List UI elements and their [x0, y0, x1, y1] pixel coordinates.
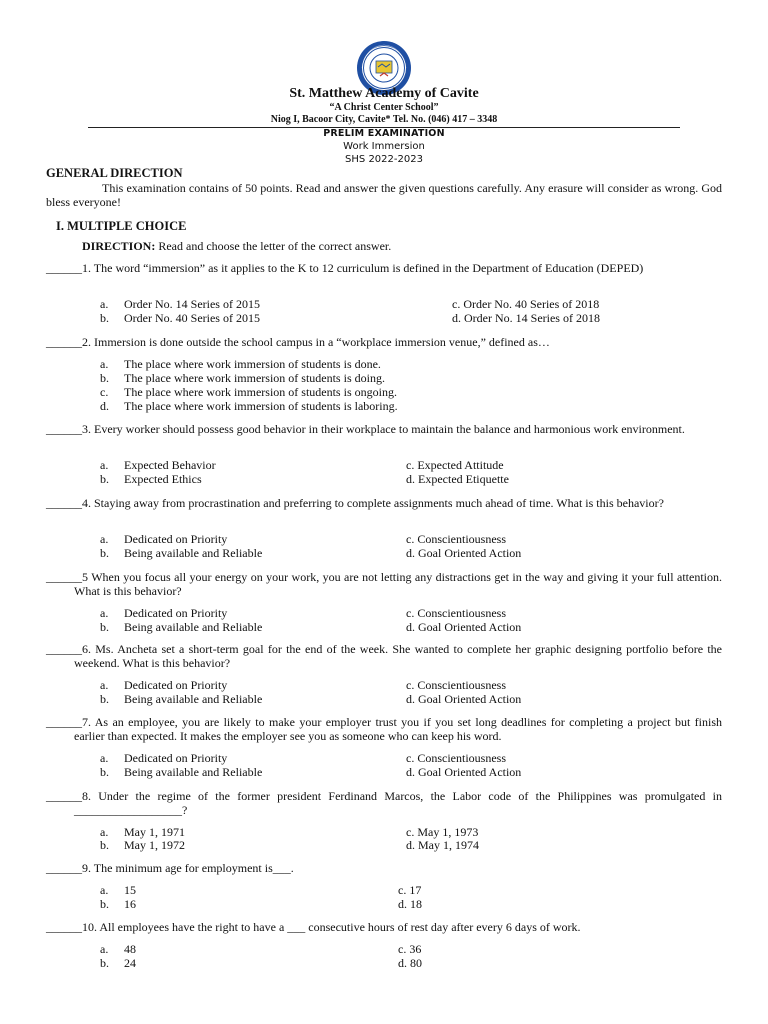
question-7-option-b — [100, 765, 262, 779]
option-text: The place where work immersion of students is doing. — [124, 371, 385, 385]
question-8-option-a — [100, 825, 185, 839]
general-direction-text: This examination contains of 50 points. Read and answer the given questions carefully. Any erasure will consider as wrong. God bless everyone! — [46, 181, 722, 209]
direction-text: Read and choose the letter of the correct answer. — [155, 239, 392, 253]
question-6-option-b — [100, 692, 262, 706]
question-3-option-a — [100, 458, 216, 472]
question-2-option-b — [100, 371, 385, 385]
question-2: ______2. Immersion is done outside the school campus in a “workplace immersion venue,” defined as… — [46, 335, 550, 349]
question-4: ______4. Staying away from procrastination and preferring to complete assignments much ahead of time. What is this behavior? — [46, 496, 664, 510]
option-letter: a. — [100, 751, 109, 765]
option-text: The place where work immersion of students is ongoing. — [124, 385, 397, 399]
question-8: ______8. Under the regime of the former president Ferdinand Marcos, the Labor code of the Philippines was promulgated in __________________? — [46, 789, 722, 817]
option-text: May 1, 1971 — [124, 825, 185, 839]
option-letter: d. — [100, 399, 109, 413]
school-name: St. Matthew Academy of Cavite — [289, 86, 479, 101]
question-10-option-b — [100, 956, 136, 970]
option-letter: a. — [100, 678, 109, 692]
direction-label: DIRECTION: — [82, 239, 156, 253]
question-5-option-c: c. Conscientiousness — [406, 606, 506, 620]
option-letter: a. — [100, 606, 109, 620]
question-6: ______6. Ms. Ancheta set a short-term goal for the end of the week. She wanted to complete her graphic designing portfolio before the weekend. What is this behavior? — [46, 642, 722, 670]
option-text: Dedicated on Priority — [124, 532, 228, 546]
option-text: Order No. 40 Series of 2015 — [124, 311, 260, 325]
option-letter: a. — [100, 942, 109, 956]
option-letter: b. — [100, 765, 109, 779]
question-2-option-c — [100, 385, 397, 399]
question-4-option-d: d. Goal Oriented Action — [406, 546, 522, 560]
question-1-option-a — [100, 297, 260, 311]
option-letter: b. — [100, 956, 109, 970]
question-7-option-a — [100, 751, 227, 765]
question-3-option-b — [100, 472, 202, 486]
question-4-option-a — [100, 532, 227, 546]
option-letter: b. — [100, 311, 109, 325]
question-9-option-a — [100, 883, 136, 897]
option-letter: a. — [100, 883, 109, 897]
option-text: May 1, 1972 — [124, 838, 185, 852]
option-text: Being available and Reliable — [124, 620, 263, 634]
question-7: ______7. As an employee, you are likely to make your employer trust you if you set long deadlines for completing a project but finish earlier than expected. It makes the employer see you as someone who can keep his word. — [46, 715, 722, 743]
option-letter: a. — [100, 297, 109, 311]
question-3-option-c: c. Expected Attitude — [406, 458, 504, 472]
option-text: Being available and Reliable — [124, 765, 263, 779]
question-10-option-c: c. 36 — [398, 942, 422, 956]
question-10-option-d: d. 80 — [398, 956, 422, 970]
question-1-option-c: c. Order No. 40 Series of 2018 — [452, 297, 600, 311]
school-address: Niog I, Bacoor City, Cavite* Tel. No. (046) 417 – 3348 — [270, 114, 498, 125]
option-text: Expected Ethics — [124, 472, 202, 486]
question-9: ______9. The minimum age for employment is___. — [46, 861, 294, 875]
question-4-option-c: c. Conscientiousness — [406, 532, 506, 546]
option-letter: b. — [100, 472, 109, 486]
question-9-option-d: d. 18 — [398, 897, 422, 911]
question-9-option-b — [100, 897, 136, 911]
option-letter: a. — [100, 825, 109, 839]
question-8-option-c: c. May 1, 1973 — [406, 825, 479, 839]
option-letter: b. — [100, 371, 109, 385]
option-text: 24 — [124, 956, 136, 970]
option-text: 48 — [124, 942, 136, 956]
question-5-option-d: d. Goal Oriented Action — [406, 620, 522, 634]
question-1-option-b — [100, 311, 260, 325]
option-text: 15 — [124, 883, 136, 897]
option-letter: b. — [100, 546, 109, 560]
question-10: ______10. All employees have the right to have a ___ consecutive hours of rest day after every 6 days of work. — [46, 920, 581, 934]
question-9-option-c: c. 17 — [398, 883, 422, 897]
exam-subject: Work Immersion — [343, 141, 425, 152]
option-letter: b. — [100, 620, 109, 634]
general-direction-heading: GENERAL DIRECTION — [46, 166, 183, 180]
option-text: Being available and Reliable — [124, 692, 263, 706]
question-5: ______5 When you focus all your energy on your work, you are not letting any distractions get in the way and giving it your full attention. What is this behavior? — [46, 570, 722, 598]
question-3-option-d: d. Expected Etiquette — [406, 472, 509, 486]
question-6-option-a — [100, 678, 227, 692]
option-letter: b. — [100, 838, 109, 852]
section-heading: I. MULTIPLE CHOICE — [56, 219, 187, 233]
exam-term: SHS 2022-2023 — [345, 154, 423, 165]
question-5-option-a — [100, 606, 227, 620]
section-direction — [82, 239, 391, 254]
option-letter: a. — [100, 458, 109, 472]
question-8-option-d: d. May 1, 1974 — [406, 838, 479, 852]
option-letter: a. — [100, 357, 109, 371]
option-text: Dedicated on Priority — [124, 751, 228, 765]
question-1-option-d: d. Order No. 14 Series of 2018 — [452, 311, 600, 325]
option-text: Expected Behavior — [124, 458, 216, 472]
question-2-option-a — [100, 357, 381, 371]
question-7-option-d: d. Goal Oriented Action — [406, 765, 522, 779]
question-1: ______1. The word “immersion” as it applies to the K to 12 curriculum is defined in the Department of Education (DEPED) — [46, 261, 644, 275]
question-6-option-d: d. Goal Oriented Action — [406, 692, 522, 706]
option-text: Order No. 14 Series of 2015 — [124, 297, 260, 311]
option-letter: b. — [100, 897, 109, 911]
question-10-option-a — [100, 942, 136, 956]
question-6-option-c: c. Conscientiousness — [406, 678, 506, 692]
question-3: ______3. Every worker should possess good behavior in their workplace to maintain the balance and harmonious work environment. — [46, 422, 685, 436]
option-letter: b. — [100, 692, 109, 706]
option-letter: c. — [100, 385, 109, 399]
question-5-option-b — [100, 620, 262, 634]
question-4-option-b — [100, 546, 262, 560]
option-text: The place where work immersion of students is laboring. — [124, 399, 398, 413]
exam-title: PRELIM EXAMINATION — [323, 128, 445, 139]
question-2-option-d — [100, 399, 398, 413]
option-text: The place where work immersion of students is done. — [124, 357, 381, 371]
option-letter: a. — [100, 532, 109, 546]
option-text: Being available and Reliable — [124, 546, 263, 560]
option-text: Dedicated on Priority — [124, 678, 228, 692]
option-text: Dedicated on Priority — [124, 606, 228, 620]
school-motto: “A Christ Center School” — [329, 102, 439, 113]
question-7-option-c: c. Conscientiousness — [406, 751, 506, 765]
question-8-option-b — [100, 838, 185, 852]
option-text: 16 — [124, 897, 136, 911]
